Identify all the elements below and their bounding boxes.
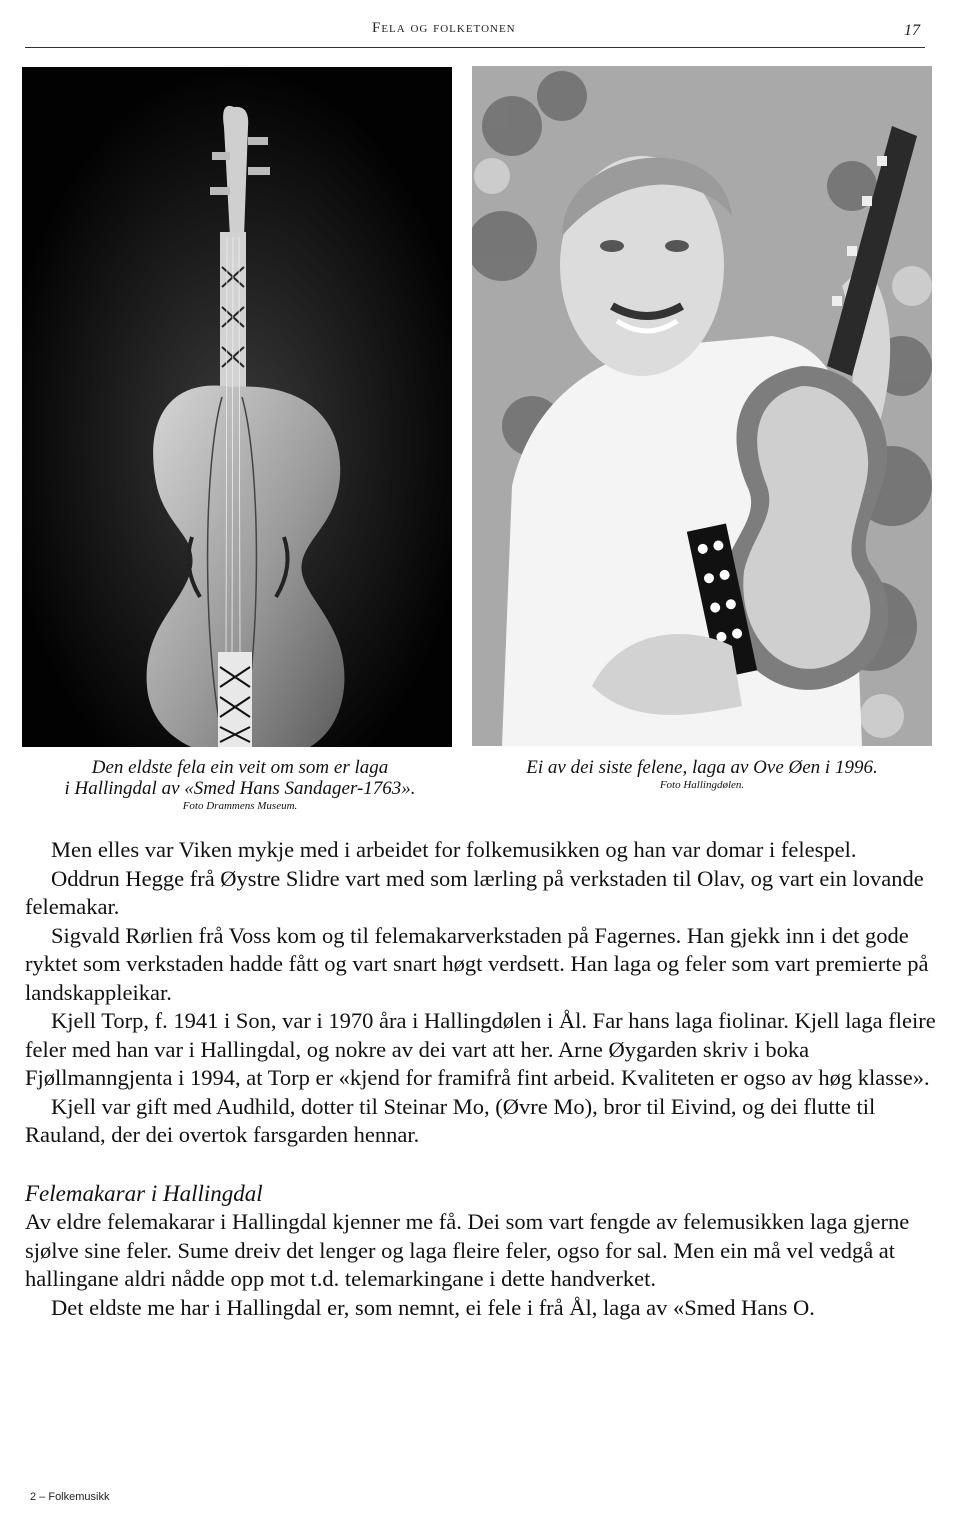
paragraph: Oddrun Hegge frå Øystre Slidre vart med som lærling på verkstaden til Olav, og vart ein lovande felemakar. bbox=[25, 865, 924, 919]
caption-left-line2: i Hallingdal av «Smed Hans Sandager-1763». bbox=[64, 778, 416, 799]
photo-credit-right: Foto Hallingdølen. bbox=[659, 779, 745, 791]
photo-credit-left: Foto Drammens Museum. bbox=[182, 800, 298, 812]
caption-left bbox=[30, 757, 450, 813]
paragraph: Kjell var gift med Audhild, dotter til Steinar Mo, (Øvre Mo), bror til Eivind, og dei flutte til Rauland, der dei overtok farsgarden hennar. bbox=[25, 1093, 876, 1147]
paragraph: Av eldre felemakarar i Hallingdal kjenner me få. Dei som vart fengde av felemusikken laga gjerne sjølve sine feler. Sume dreiv det lenger og laga fleire feler, ogso for sal. Men ein må vel vedgå at hallingane aldri nådde opp mot t.d. telemarkingane i dette handverket. bbox=[25, 1209, 910, 1291]
paragraph: Kjell Torp, f. 1941 i Son, var i 1970 åra i Hallingdølen i Ål. Far hans laga fiolinar. Kjell laga fleire feler med han var i Hallingdal, og nokre av dei vart att her. Arne Øygarden skriv i boka Fjøllmanngjenta i 1994, at Torp er «kjend for framifrå fint arbeid. Kvaliteten er ogso av høg klasse». bbox=[25, 1008, 936, 1090]
section-heading: Felemakarar i Hallingdal bbox=[25, 1180, 263, 1206]
photo-man-with-fiddle bbox=[472, 66, 932, 746]
paragraph: Men elles var Viken mykje med i arbeidet for folkemusikken og han var domar i felespel. bbox=[51, 837, 857, 862]
paragraph: Sigvald Rørlien frå Voss kom og til felemakarverkstaden på Fagernes. Han gjekk inn i det gode ryktet som verkstaden hadde fått og vart snart høgt verdsett. Han laga og feler som vart premierte på landskappleikar. bbox=[25, 922, 929, 1005]
fiddle-illustration bbox=[22, 67, 452, 747]
footer-signature: 2 – Folkemusikk bbox=[30, 1491, 110, 1503]
running-head: Fela og folketonen bbox=[372, 20, 516, 36]
section-spacer bbox=[25, 1150, 940, 1180]
caption-left-line1: Den eldste fela ein veit om som er laga bbox=[91, 757, 389, 778]
header-rule bbox=[25, 47, 925, 48]
man-fiddle-illustration bbox=[472, 66, 932, 746]
photo-old-fiddle bbox=[22, 67, 452, 747]
body-text bbox=[25, 836, 940, 1322]
caption-right bbox=[472, 757, 932, 792]
paragraph: Det eldste me har i Hallingdal er, som nemnt, ei fele i frå Ål, laga av «Smed Hans O. bbox=[51, 1294, 815, 1320]
caption-right-line1: Ei av dei siste felene, laga av Ove Øen i 1996. bbox=[526, 757, 878, 778]
page-number: 17 bbox=[904, 22, 920, 39]
